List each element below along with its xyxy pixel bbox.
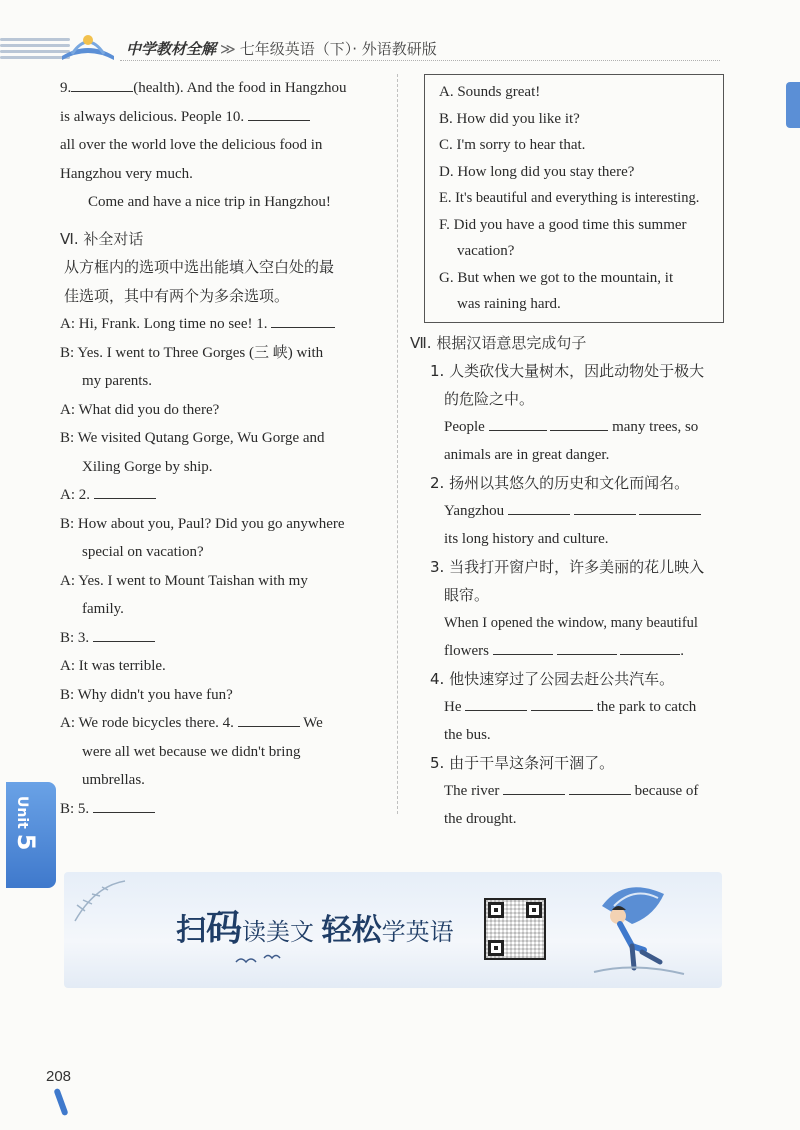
answer-blank[interactable] xyxy=(531,693,593,711)
right-column xyxy=(410,74,730,833)
answer-blank[interactable] xyxy=(503,777,565,795)
dialog xyxy=(60,310,390,823)
question-4: 4. 他快速穿过了公园去赶公共汽车。 He the park to catch the bus. xyxy=(430,669,697,743)
unit-tab xyxy=(6,782,56,888)
scan-qr-banner xyxy=(64,872,722,988)
passage-line-10: is always delicious. People 10. xyxy=(60,103,390,132)
dialog-line: A: What did you do there? xyxy=(60,401,220,418)
leaf-decoration-icon xyxy=(70,876,130,926)
option-item: E. It's beautiful and everything is interesting. xyxy=(439,190,700,206)
dialog-line: B: How about you, Paul? Did you go anywhere xyxy=(60,515,345,532)
question-1: 1. 人类砍伐大量树木，因此动物处于极大 的危险之中。 People many trees, so animals are in great danger. xyxy=(430,361,705,463)
option-item: was raining hard. xyxy=(457,296,561,312)
option-item: B. How did you like it? xyxy=(439,110,580,127)
question-2: 2. 扬州以其悠久的历史和文化而闻名。 Yangzhou its long history and culture. xyxy=(410,469,730,553)
answer-blank-5[interactable] xyxy=(93,795,155,813)
answer-blank[interactable] xyxy=(620,637,680,655)
section-6-instructions: 佳选项，其中有两个为多余选项。 xyxy=(64,286,290,305)
answer-blank[interactable] xyxy=(508,497,570,515)
answer-blank[interactable] xyxy=(465,693,527,711)
dialog-line: A: We rode bicycles there. 4. We xyxy=(60,709,390,738)
edge-tab xyxy=(786,82,800,128)
section-6-title: Ⅵ. 补全对话 xyxy=(60,229,144,248)
passage-line: Hangzhou very much. xyxy=(60,165,193,182)
dialog-line: A: Yes. I went to Mount Taishan with my xyxy=(60,572,308,589)
dialog-line: Xiling Gorge by ship. xyxy=(82,458,213,475)
option-item: C. I'm sorry to hear that. xyxy=(439,137,586,153)
dialog-line: special on vacation? xyxy=(82,544,204,560)
dialog-line: A: 2. xyxy=(60,481,390,510)
answer-blank[interactable] xyxy=(550,413,608,431)
dialog-line: A: Hi, Frank. Long time no see! 1. xyxy=(60,310,390,339)
option-item: D. How long did you stay there? xyxy=(439,163,635,180)
answer-blank[interactable] xyxy=(574,497,636,515)
section-6-instructions: 从方框内的选项中选出能填入空白处的最 xyxy=(64,258,335,276)
dialog-line: my parents. xyxy=(82,373,152,389)
dialog-line: B: Why didn't you have fun? xyxy=(60,686,233,703)
answer-blank[interactable] xyxy=(489,413,547,431)
dialog-line: B: 3. xyxy=(60,624,390,653)
answer-blank-1[interactable] xyxy=(271,310,335,328)
qr-code[interactable] xyxy=(484,898,546,960)
page-number: 208 xyxy=(46,1068,72,1085)
option-item: A. Sounds great! xyxy=(439,84,541,100)
answer-blank[interactable] xyxy=(569,777,631,795)
answer-blank-2[interactable] xyxy=(94,481,156,499)
header-title xyxy=(126,38,437,59)
unit-label: Unit 5 xyxy=(12,796,40,851)
dialog-line: were all wet because we didn't bring xyxy=(82,743,301,760)
dialog-line: umbrellas. xyxy=(82,772,145,788)
answer-blank-9[interactable] xyxy=(71,74,133,92)
birds-icon xyxy=(234,950,284,970)
header-sep: ≫ xyxy=(220,40,236,58)
passage-line: all over the world love the delicious food in xyxy=(60,137,323,153)
answer-blank-4[interactable] xyxy=(238,709,300,727)
dialog-line: B: We visited Qutang Gorge, Wu Gorge and xyxy=(60,430,325,446)
answer-blank-3[interactable] xyxy=(93,624,155,642)
dialog-line: A: It was terrible. xyxy=(60,658,166,674)
question-5: 5. 由于干旱这条河干涸了。 The river because of the drought. xyxy=(430,753,699,827)
answer-blank[interactable] xyxy=(557,637,617,655)
page-number-mark xyxy=(53,1088,68,1116)
answer-blank[interactable] xyxy=(639,497,701,515)
passage-line-9: 9. (health). And the food in Hangzhou xyxy=(60,74,390,103)
option-item: G. But when we got to the mountain, it xyxy=(439,269,674,286)
boy-flying-book-icon xyxy=(584,876,694,982)
options-box xyxy=(424,74,724,323)
option-item: vacation? xyxy=(457,243,515,259)
banner-slogan: 扫码读美文 轻松学英语 xyxy=(176,908,454,949)
dialog-line: family. xyxy=(82,601,124,617)
option-item: F. Did you have a good time this summer xyxy=(439,216,687,233)
section-7-title: Ⅶ. 根据汉语意思完成句子 xyxy=(410,333,587,352)
header-subtitle: 七年级英语（下）· 外语教研版 xyxy=(239,40,437,58)
dialog-line: B: Yes. I went to Three Gorges (三 峡) with xyxy=(60,344,324,361)
header-dotted-rule xyxy=(120,60,720,61)
passage-line: Come and have a nice trip in Hangzhou! xyxy=(88,194,331,210)
answer-blank-10[interactable] xyxy=(248,103,310,121)
left-column xyxy=(60,74,390,823)
book-logo-icon xyxy=(58,26,118,66)
dialog-line: B: 5. xyxy=(60,795,390,824)
column-divider xyxy=(397,74,398,814)
header-brand: 中学教材全解 xyxy=(126,40,217,58)
translation-questions xyxy=(410,357,730,833)
answer-blank[interactable] xyxy=(493,637,553,655)
question-3: 3. 当我打开窗户时，许多美丽的花儿映入 眼帘。 When I opened the window, many beautiful flowers . xyxy=(430,557,705,659)
